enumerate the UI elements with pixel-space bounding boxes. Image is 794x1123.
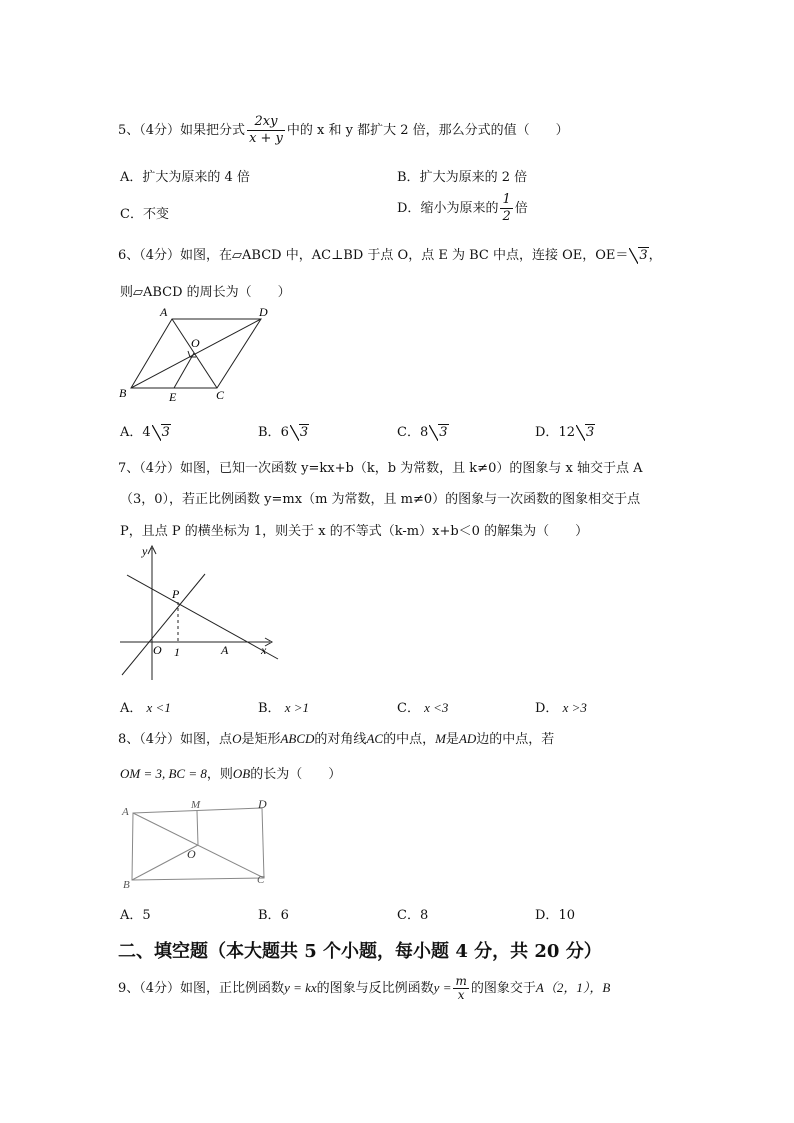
q8-line2 <box>120 763 341 782</box>
option-coef: 4 <box>142 425 151 440</box>
q5-text-before: 如果把分式 <box>180 123 246 138</box>
radicand: 3 <box>585 425 595 440</box>
q5-option-a[interactable] <box>120 166 250 185</box>
option-text: x <1 <box>146 700 171 715</box>
option-label: D． <box>535 425 559 440</box>
option-coef: 8 <box>419 425 429 440</box>
label-o: O <box>187 847 196 861</box>
sqrt-symbol <box>152 424 171 440</box>
q5-option-b[interactable] <box>397 166 527 185</box>
sqrt-symbol <box>629 247 648 263</box>
option-label: C． <box>397 701 420 716</box>
option-label: D． <box>397 201 421 216</box>
frac-den: 2 <box>502 209 511 224</box>
math-ad: AD <box>458 731 477 746</box>
sqrt-symbol <box>290 424 309 440</box>
q7-line3: P，且点 P 的横坐标为 1，则关于 x 的不等式（k-m）x+b＜0 的解集为（ ） <box>120 524 589 539</box>
label-e: E <box>169 390 177 402</box>
math-fn2-left: y = <box>433 980 452 995</box>
option-coef: 6 <box>280 425 289 440</box>
diagonal-ac <box>133 813 264 878</box>
option-label: A． <box>120 425 143 440</box>
math-abcd: ABCD <box>280 731 315 746</box>
radicand: 3 <box>639 248 648 263</box>
radicand: 3 <box>439 425 448 440</box>
math-ac: AC <box>366 731 384 746</box>
option-text: x <3 <box>424 700 449 715</box>
option-text: x >1 <box>284 700 309 715</box>
label-d: D <box>258 797 267 811</box>
segment-oe <box>174 353 194 388</box>
option-label: A． <box>120 170 143 185</box>
q8-figure-rectangle <box>115 795 275 895</box>
q9-line <box>118 975 610 1002</box>
label-y: y <box>142 544 148 558</box>
q8-option-a[interactable] <box>120 904 151 923</box>
q5-frac-num: 2xy <box>247 114 285 131</box>
label-m: M <box>191 799 201 811</box>
math-given: OM = 3, BC = 8 <box>120 766 207 781</box>
q7-text: 如图，已知一次函数 y=kx+b（k，b 为常数，且 k≠0）的图象与 x 轴交于点 A <box>180 461 643 476</box>
option-label: C． <box>397 908 420 923</box>
option-label: A． <box>120 701 143 716</box>
option-label: D． <box>535 701 559 716</box>
q7-figure-graph <box>115 540 280 685</box>
q8-option-b[interactable] <box>258 904 289 923</box>
radicand: 3 <box>299 425 309 440</box>
q5-option-d[interactable] <box>397 192 528 225</box>
q5-fraction <box>247 114 285 147</box>
q6-option-d[interactable] <box>535 421 595 440</box>
label-o: O <box>191 336 200 350</box>
option-text: 10 <box>558 908 575 923</box>
q8-text: 是 <box>445 732 459 747</box>
q8-text: 的中点， <box>383 732 436 747</box>
q6-text-end: ， <box>648 248 662 263</box>
option-text-after: 倍 <box>514 201 528 216</box>
q6-option-a[interactable] <box>120 421 171 440</box>
q7-option-c[interactable] <box>397 697 448 716</box>
diagonal-ac <box>172 319 217 388</box>
option-text: x >3 <box>562 700 587 715</box>
q6-line2: 则▱ABCD 的周长为（ ） <box>120 285 291 300</box>
frac-num: 1 <box>502 192 511 207</box>
option-text: 8 <box>419 908 429 923</box>
option-text: 缩小为原来的 <box>420 201 499 216</box>
option-text: 5 <box>142 908 151 923</box>
q6-line1 <box>118 244 662 263</box>
math-fn1: y = kx <box>284 980 317 995</box>
q9-number: 9、（4分） <box>118 981 181 996</box>
q6-figure-parallelogram <box>115 302 280 402</box>
sqrt-symbol <box>429 424 448 440</box>
q8-option-d[interactable] <box>535 904 575 923</box>
q7-option-a[interactable] <box>120 697 171 716</box>
label-c: C <box>216 388 225 402</box>
option-text: 不变 <box>142 207 169 222</box>
q8-text: 边的中点，若 <box>476 732 555 747</box>
option-label: A． <box>120 908 143 923</box>
q8-text: 的长为（ ） <box>250 767 342 782</box>
q7-line2: （3，0），若正比例函数 y=mx（m 为常数，且 m≠0）的图象与一次函数的图象相交于点 <box>120 492 641 507</box>
q8-option-c[interactable] <box>397 904 428 923</box>
q9-text: 如图，正比例函数 <box>180 981 285 996</box>
q8-text: 的对角线 <box>314 732 367 747</box>
q5-frac-den: x + y <box>249 131 283 146</box>
segment-om <box>197 811 198 845</box>
label-b: B <box>123 879 130 891</box>
q9-text: 的图象与反比例函数 <box>316 981 434 996</box>
frac-den: x <box>457 988 465 1002</box>
option-label: B． <box>258 908 281 923</box>
label-x: x <box>261 643 267 657</box>
q7-number: 7、（4分） <box>118 461 181 476</box>
section-heading-fill-in: 二、填空题（本大题共 5 个小题，每小题 4 分，共 20 分） <box>118 941 602 962</box>
math-ob: OB <box>232 766 251 781</box>
label-d: D <box>259 305 268 319</box>
line-y-kx-b <box>127 575 278 659</box>
radicand: 3 <box>161 425 170 440</box>
label-one: 1 <box>174 645 180 659</box>
q6-option-c[interactable] <box>397 421 449 440</box>
q8-text: 是矩形 <box>241 732 281 747</box>
label-p: P <box>172 587 180 601</box>
label-a: A <box>122 806 129 818</box>
q5-text-after: 中的 x 和 y 都扩大 2 倍，那么分式的值（ ） <box>286 123 569 138</box>
label-c: C <box>257 874 265 886</box>
option-label: B． <box>258 425 281 440</box>
option-coef: 12 <box>558 425 575 440</box>
option-text: 扩大为原来的 4 倍 <box>142 170 250 185</box>
q9-text: 的图象交于 <box>470 981 536 996</box>
q8-number: 8、（4分） <box>118 732 181 747</box>
diagonal-bd <box>131 319 261 388</box>
math-m: M <box>435 731 446 746</box>
q6-option-b[interactable] <box>258 421 309 440</box>
math-o: O <box>232 731 242 746</box>
q9-fraction <box>453 975 468 1002</box>
option-label: C． <box>397 425 420 440</box>
q7-option-d[interactable] <box>535 697 587 716</box>
q8-text: ，则 <box>206 767 233 782</box>
option-text: 扩大为原来的 2 倍 <box>419 170 528 185</box>
line-y-mx <box>122 574 205 675</box>
q8-line1 <box>118 728 554 747</box>
label-b: B <box>119 386 127 400</box>
option-label: B． <box>397 170 420 185</box>
q5-line <box>118 114 569 147</box>
label-a: A <box>221 643 229 657</box>
q7-line1 <box>118 457 642 476</box>
q7-option-b[interactable] <box>258 697 309 716</box>
q5-d-fraction <box>500 192 512 225</box>
sqrt-symbol <box>576 424 595 440</box>
option-label: D． <box>535 908 559 923</box>
math-points: A（2，1），B <box>535 980 611 995</box>
option-label: C． <box>120 207 143 222</box>
q8-text: 如图，点 <box>180 732 233 747</box>
label-a: A <box>160 305 168 319</box>
option-text: 6 <box>280 908 289 923</box>
q6-text: 如图，在▱ABCD 中，AC⊥BD 于点 O，点 E 为 BC 中点，连接 OE，OE＝ <box>180 248 629 263</box>
q5-option-c[interactable] <box>120 203 169 222</box>
q5-number: 5、（4分） <box>118 123 181 138</box>
label-o: O <box>153 643 162 657</box>
q6-number: 6、（4分） <box>118 248 181 263</box>
frac-num: m <box>455 974 467 988</box>
option-label: B． <box>258 701 281 716</box>
